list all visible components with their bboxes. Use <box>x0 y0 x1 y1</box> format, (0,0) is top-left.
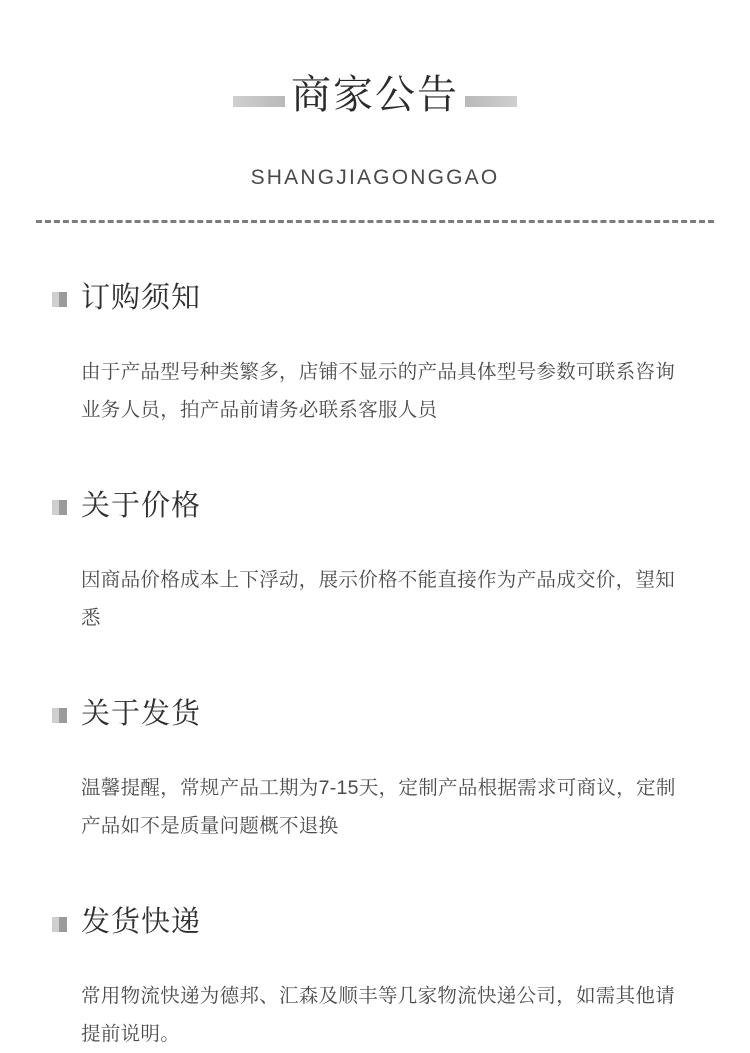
sections-container <box>0 223 750 1053</box>
title-decor-left-icon <box>233 96 285 107</box>
page-header <box>0 0 750 190</box>
section-title: 关于发货 <box>81 697 202 730</box>
section-title: 订购须知 <box>81 281 202 314</box>
section-body: 温馨提醒，常规产品工期为7-15天，定制产品根据需求可商议，定制产品如不是质量问题概不退换 <box>81 776 676 837</box>
section-about-shipping <box>52 673 698 845</box>
square-bullet-icon <box>52 292 67 307</box>
page-subtitle: SHANGJIAGONGGAO <box>250 165 500 189</box>
section-body: 因商品价格成本上下浮动，展示价格不能直接作为产品成交价，望知悉 <box>81 568 676 629</box>
title-row <box>0 44 750 146</box>
title-decor-right-icon <box>465 96 517 107</box>
section-header <box>52 881 698 963</box>
section-express-delivery <box>52 881 698 1053</box>
section-title: 关于价格 <box>81 489 202 522</box>
square-bullet-icon <box>52 708 67 723</box>
section-header <box>52 673 698 755</box>
section-header <box>52 257 698 339</box>
section-order-notice <box>52 257 698 429</box>
square-bullet-icon <box>52 500 67 515</box>
square-bullet-icon <box>52 917 67 932</box>
section-about-price <box>52 465 698 637</box>
section-body: 由于产品型号种类繁多，店铺不显示的产品具体型号参数可联系咨询业务人员，拍产品前请务必联系客服人员 <box>81 360 676 421</box>
page-title: 商家公告 <box>291 72 459 117</box>
section-header <box>52 465 698 547</box>
section-title: 发货快递 <box>81 906 202 939</box>
section-body: 常用物流快递为德邦、汇森及顺丰等几家物流快递公司，如需其他请提前说明。 <box>81 985 676 1046</box>
